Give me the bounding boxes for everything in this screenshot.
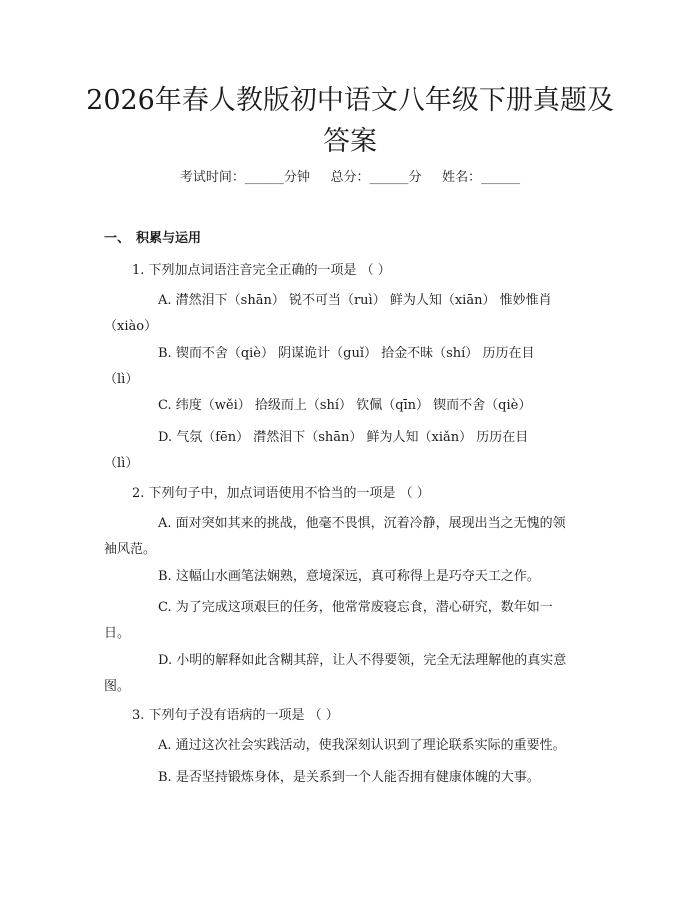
question-3-option-a [104,733,600,759]
option-text-continued: 日。 [104,626,131,641]
question-1-option-b [104,341,600,393]
question-2-option-d [104,648,600,700]
section-heading [104,229,201,249]
question-1-option-d [104,425,600,477]
question-3-stem: 3. 下列句子没有语病的一项是 （ ） [132,708,339,723]
question-1-stem: 1. 下列加点词语注音完全正确的一项是 （ ） [132,263,391,278]
option-text: A. 潸然泪下（shān） 锐不可当（ruì） 鲜为人知（xiān） 惟妙惟肖 [158,293,552,308]
option-text: C. 为了完成这项艰巨的任务，他常常废寝忘食，潜心研究，数年如一 [158,600,553,615]
question-2-stem: 2. 下列句子中，加点词语使用不恰当的一项是 （ ） [132,486,430,501]
section-title: 积累与运用 [136,231,202,246]
option-text-continued: （lì） [104,372,139,387]
question-2-option-c [104,595,600,647]
question-2-option-b [104,564,600,590]
option-text: B. 是否坚持锻炼身体，是关系到一个人能否拥有健康体魄的大事。 [158,770,540,785]
option-text-continued: 图。 [104,679,131,694]
title-line-2: 答案 [323,126,377,157]
section-number: 一、 [104,231,131,246]
option-text: D. 气氛（fēn） 潸然泪下（shān） 鲜为人知（xiǎn） 历历在目 [158,430,529,445]
option-text: D. 小明的解释如此含糊其辞，让人不得要领，完全无法理解他的真实意 [158,653,567,668]
option-text: B. 这幅山水画笔法娴熟，意境深远，真可称得上是巧夺天工之作。 [158,569,540,584]
document-title [60,80,640,162]
option-text-continued: 袖风范。 [104,542,157,557]
exam-info-line: 考试时间：______分钟 总分：______分 姓名：______ [179,170,521,185]
question-1-option-c [104,393,600,419]
question-2-option-a [104,511,600,563]
option-text-continued: （xiào） [104,319,158,334]
question-3-option-b [104,765,600,791]
option-text: A. 面对突如其来的挑战，他毫不畏惧，沉着冷静，展现出当之无愧的领 [158,516,566,531]
option-text: A. 通过这次社会实践活动，使我深刻认识到了理论联系实际的重要性。 [158,738,566,753]
title-line-1: 2026年春人教版初中语文八年级下册真题及 [86,85,614,116]
question-1-option-a [104,288,600,340]
option-text-continued: （lì） [104,456,139,471]
option-text: B. 锲而不舍（qiè） 阴谋诡计（guǐ） 拾金不昧（shí） 历历在目 [158,346,535,361]
option-text: C. 纬度（wěi） 拾级而上（shí） 钦佩（qīn） 锲而不舍（qiè） [158,398,532,413]
